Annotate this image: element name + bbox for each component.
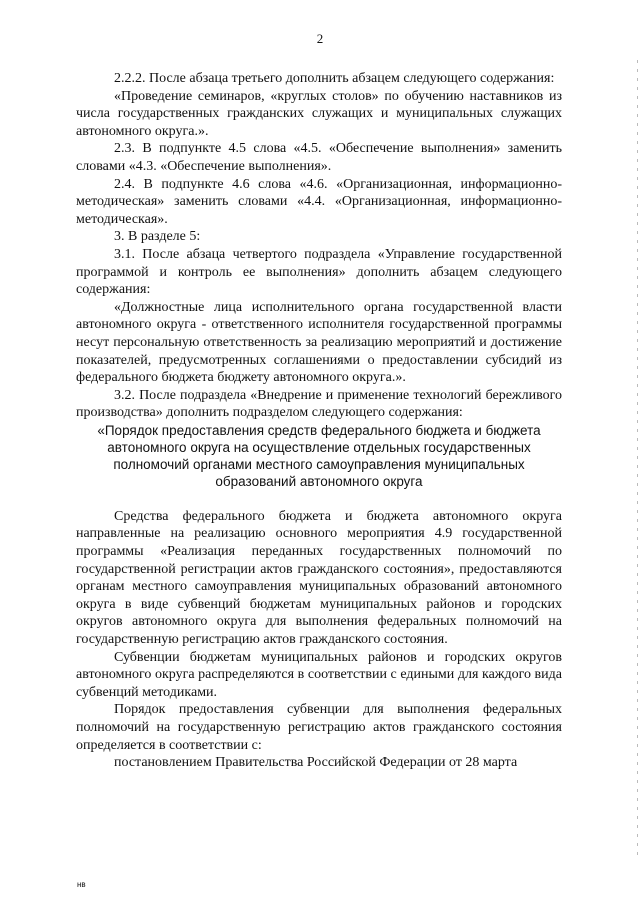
page-number: 2	[316, 31, 324, 46]
paragraph-seminars: «Проведение семинаров, «круглых столов» по обучению наставников из числа государственных гражданских служащих и муниципальных служащих автономного округа.».	[76, 88, 562, 139]
paragraph-2-4: 2.4. В подпункте 4.6 слова «4.6. «Организационная, информационно-методическая» заменить словами «4.4. «Организационная, информационно-методическая».	[76, 176, 562, 227]
section-heading: «Порядок предоставления средств федерального бюджета и бюджета автономного округа на осуществление отдельных государственных полномочий органами местного самоуправления муниципальных образований автономного округа	[97, 422, 541, 489]
paragraph-subventions: Субвенции бюджетам муниципальных районов и городских округов автономного округа распределяются в соответствии с едиными для каждого вида субвенций методиками.	[76, 649, 562, 700]
paragraph-2-2-2: 2.2.2. После абзаца третьего дополнить абзацем следующего содержания:	[114, 71, 555, 86]
document-body	[76, 70, 562, 772]
paragraph-officials: «Должностные лица исполнительного органа государственной власти автономного округа - ответственного исполнителя государственной программы несут персональную ответственность за реализацию мероприятий и достижение показателей, предусмотренных соглашениями о предоставлении субсидий из федерального бюджета бюджету автономного округа.».	[76, 299, 562, 386]
paragraph-2-3: 2.3. В подпункте 4.5 слова «4.5. «Обеспечение выполнения» заменить словами «4.3. «Обеспечение выполнения».	[76, 141, 562, 174]
footer-mark: нв	[77, 880, 86, 889]
scan-edge	[637, 60, 638, 860]
paragraph-procedure: Порядок предоставления субвенции для выполнения федеральных полномочий на государственную регистрацию актов гражданского состояния определяется в соответствии с:	[76, 702, 562, 753]
paragraph-3-1: 3.1. После абзаца четвертого подраздела «Управление государственной программой и контроль ее выполнения» дополнить абзацем следующего содержания:	[76, 246, 562, 298]
paragraph-3: 3. В разделе 5:	[114, 229, 201, 245]
paragraph-resolution: постановлением Правительства Российской Федерации от 28 марта	[114, 755, 518, 771]
paragraph-funds: Средства федерального бюджета и бюджета автономного округа направленные на реализацию основного мероприятия 4.9 государственной программы «Реализация переданных государственных полномочий по государственной регистрации актов гражданского состояния», предоставляются органам местного самоуправления муниципальных образований автономного округа в виде субвенций бюджетам муниципальных районов и городских округов автономного округа для выполнения федеральных полномочий на государственную регистрацию актов гражданского состояния.	[76, 508, 562, 648]
paragraph-3-2: 3.2. После подраздела «Внедрение и применение технологий бережливого производства» дополнить подразделом следующего содержания:	[76, 387, 562, 421]
